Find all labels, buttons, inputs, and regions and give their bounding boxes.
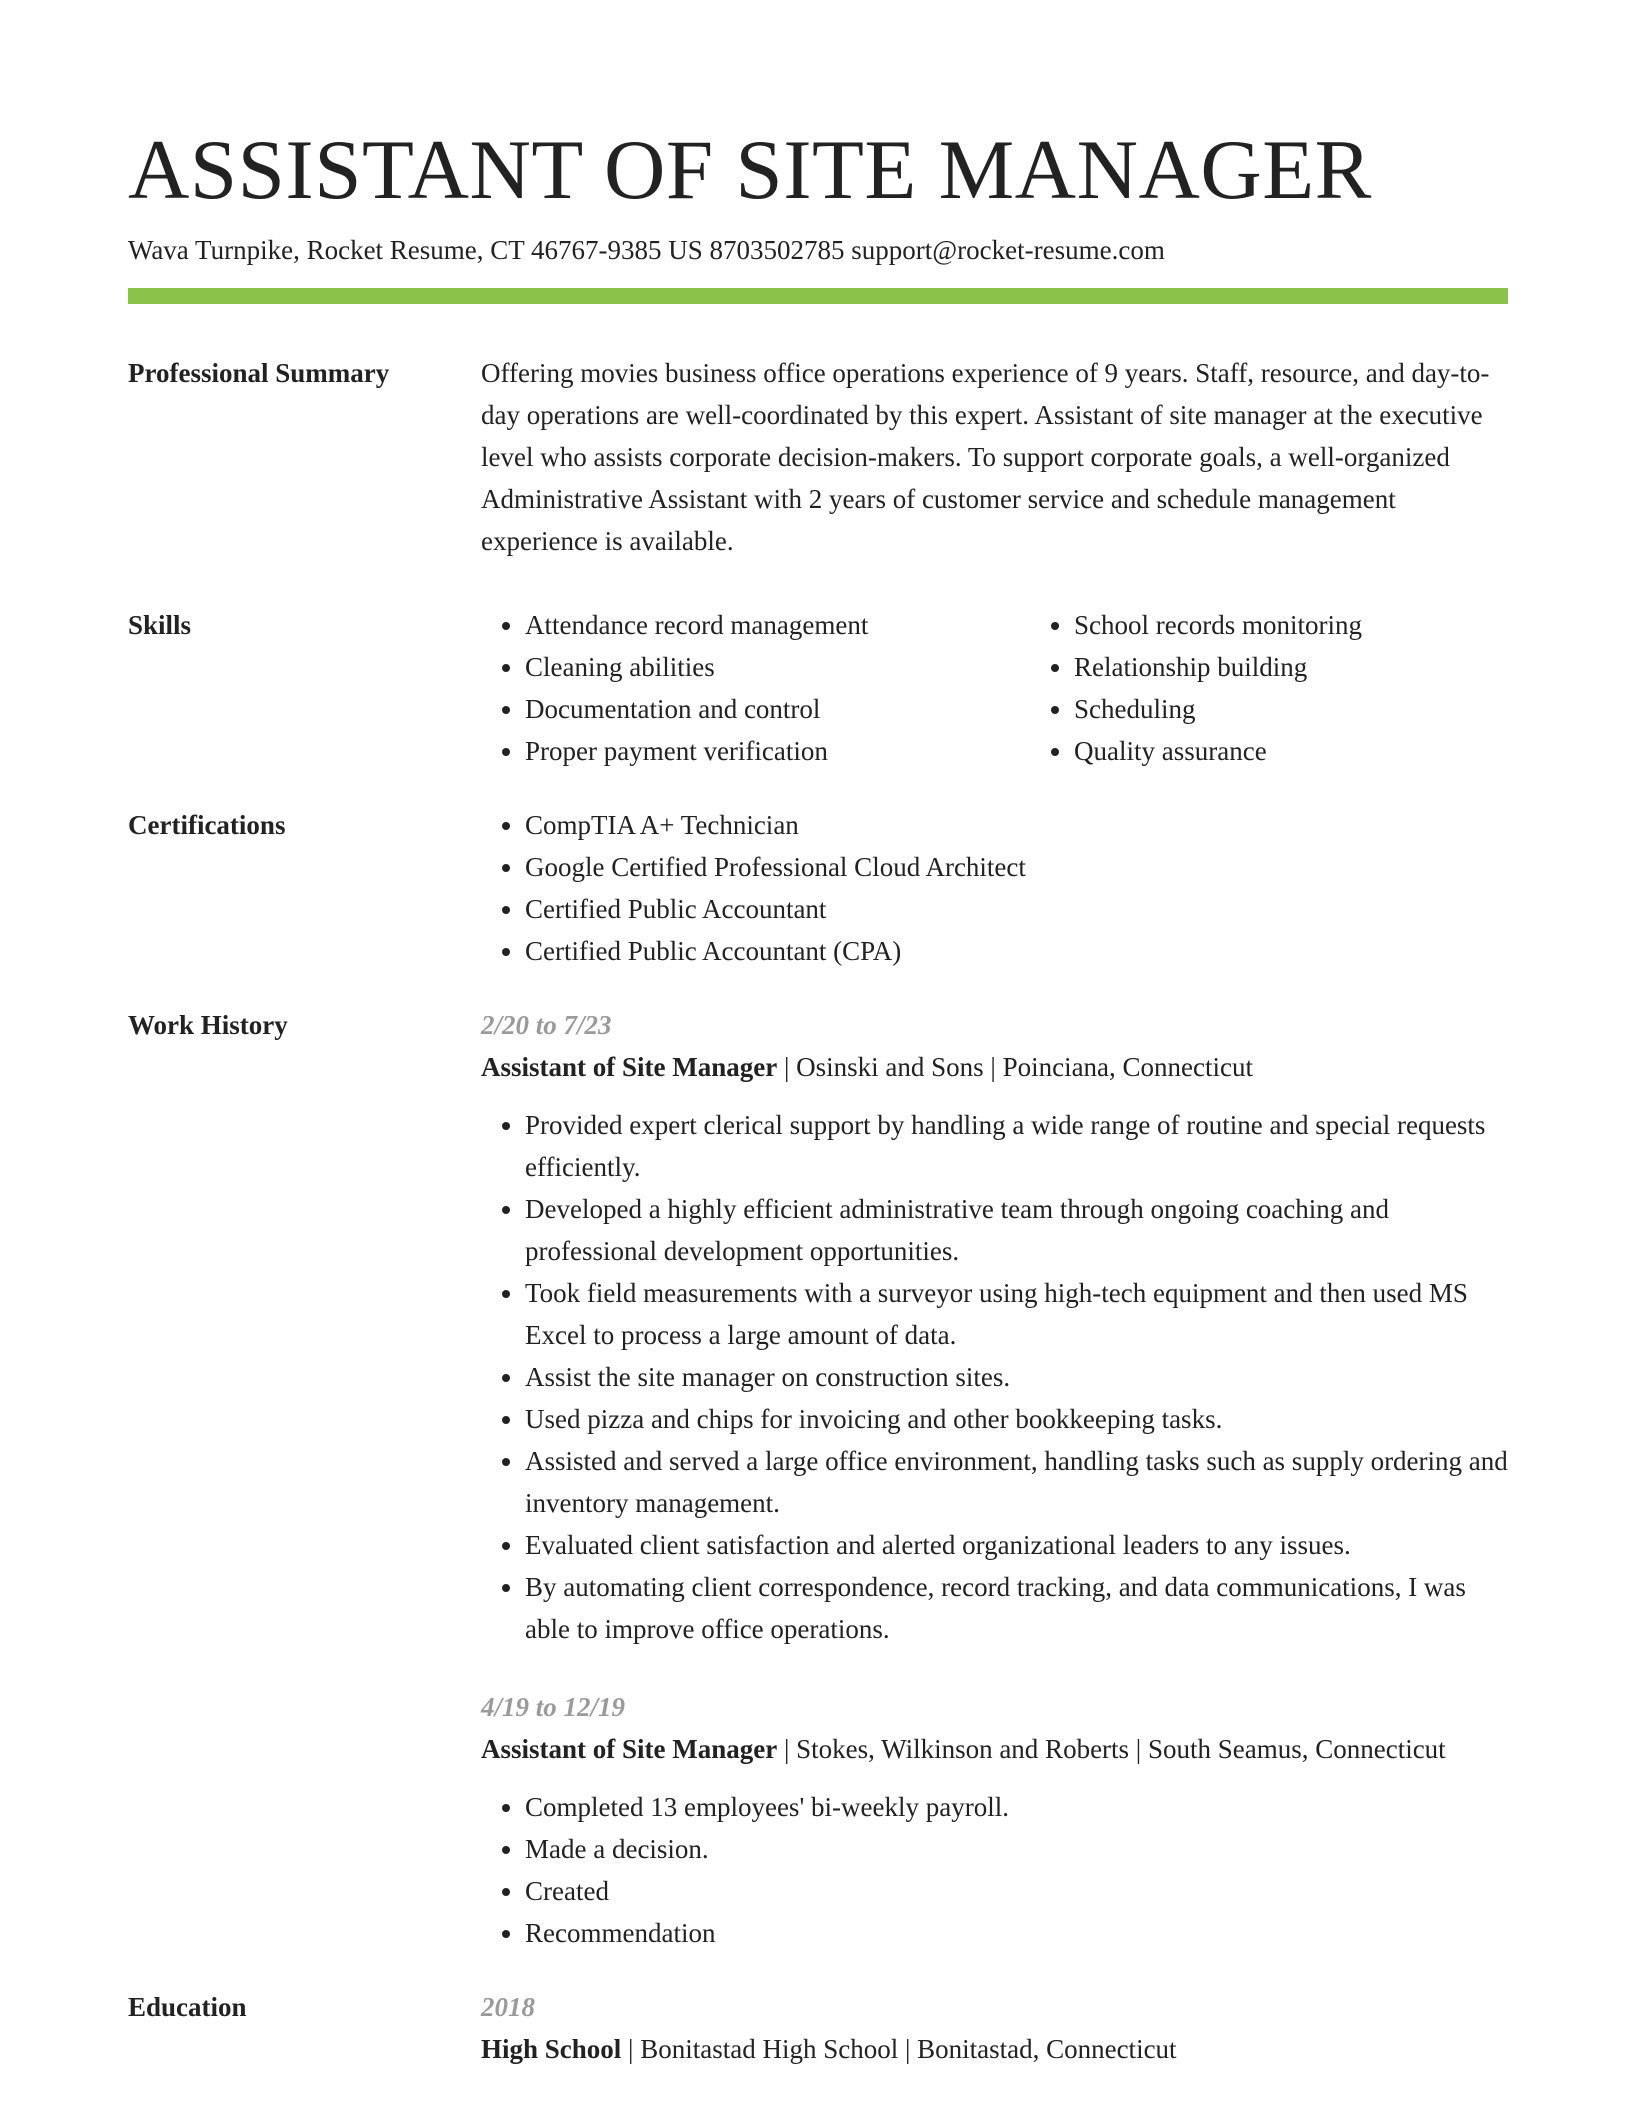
section-label-certifications: Certifications [128,810,286,840]
education-section [128,1986,1508,2070]
skill-item: • Attendance record management [525,604,1030,646]
job-duty: • Evaluated client satisfaction and alerted organizational leaders to any issues. [525,1524,1508,1566]
work-history-section [128,1004,1508,1954]
job-employer-location: | Osinski and Sons | Poinciana, Connecticut [777,1052,1254,1082]
job-duty: • Created [525,1870,1508,1912]
section-label-work-history: Work History [128,1010,288,1040]
certifications-section [128,804,1508,972]
section-label-summary: Professional Summary [128,358,390,388]
education-degree: High School [481,2034,622,2064]
certifications-list [481,804,1508,972]
job-title: Assistant of Site Manager [481,1734,778,1764]
job-duty: • Took field measurements with a surveyor using high-tech equipment and then used MS Excel to process a large amount of data. [525,1272,1508,1356]
certification-item: • Google Certified Professional Cloud Architect [525,846,1508,888]
job-heading [481,1728,1508,1770]
skill-item: • Scheduling [1074,688,1579,730]
skill-item: • Documentation and control [525,688,1030,730]
section-label-skills: Skills [128,610,192,640]
job-duty: • Developed a highly efficient administrative team through ongoing coaching and professional development opportunities. [525,1188,1508,1272]
job-duties-list [481,1786,1508,1954]
certification-item: • Certified Public Accountant (CPA) [525,930,1508,972]
summary-text: Offering movies business office operations experience of 9 years. Staff, resource, and day-to-day operations are well-coordinated by this expert. Assistant of site manager at the executive level who assists corporate decision-makers. To support corporate goals, a well-organized Administrative Assistant with 2 years of customer service and schedule management experience is available. [481,358,1490,556]
skill-item: • Relationship building [1074,646,1579,688]
resume-title: ASSISTANT OF SITE MANAGER [128,123,1372,217]
job-dates: 4/19 to 12/19 [481,1692,626,1722]
job-employer-location: | Stokes, Wilkinson and Roberts | South Seamus, Connecticut [777,1734,1446,1764]
skill-item: • Proper payment verification [525,730,1030,772]
skills-list-left [481,604,1030,772]
job-entry [481,1686,1508,1954]
job-heading [481,1046,1508,1088]
job-duty: • Assist the site manager on construction sites. [525,1356,1508,1398]
skills-section [128,604,1508,772]
education-heading [481,2028,1508,2070]
certification-item: • CompTIA A+ Technician [525,804,1508,846]
header-divider [128,288,1508,304]
job-duty: • Recommendation [525,1912,1508,1954]
section-label-education: Education [128,1992,247,2022]
job-duty: • By automating client correspondence, record tracking, and data communications, I was able to improve office operations. [525,1566,1508,1650]
skills-list-right [1030,604,1579,772]
job-duty: • Made a decision. [525,1828,1508,1870]
education-school-location: | Bonitastad High School | Bonitastad, Connecticut [621,2034,1177,2064]
job-duty: • Provided expert clerical support by handling a wide range of routine and special requests efficiently. [525,1104,1508,1188]
skill-item: • School records monitoring [1074,604,1579,646]
job-dates: 2/20 to 7/23 [481,1010,612,1040]
contact-line: Wava Turnpike, Rocket Resume, CT 46767-9385 US 8703502785 support@rocket-resume.com [128,235,1165,265]
job-entry [481,1004,1508,1650]
job-duty: • Used pizza and chips for invoicing and other bookkeeping tasks. [525,1398,1508,1440]
resume [128,120,1508,2070]
job-duty: • Completed 13 employees' bi-weekly payroll. [525,1786,1508,1828]
education-date: 2018 [481,1992,535,2022]
summary-section [128,352,1508,562]
job-duty: • Assisted and served a large office environment, handling tasks such as supply ordering and inventory management. [525,1440,1508,1524]
job-duties-list [481,1104,1508,1650]
job-title: Assistant of Site Manager [481,1052,778,1082]
skill-item: • Quality assurance [1074,730,1579,772]
skill-item: • Cleaning abilities [525,646,1030,688]
certification-item: • Certified Public Accountant [525,888,1508,930]
